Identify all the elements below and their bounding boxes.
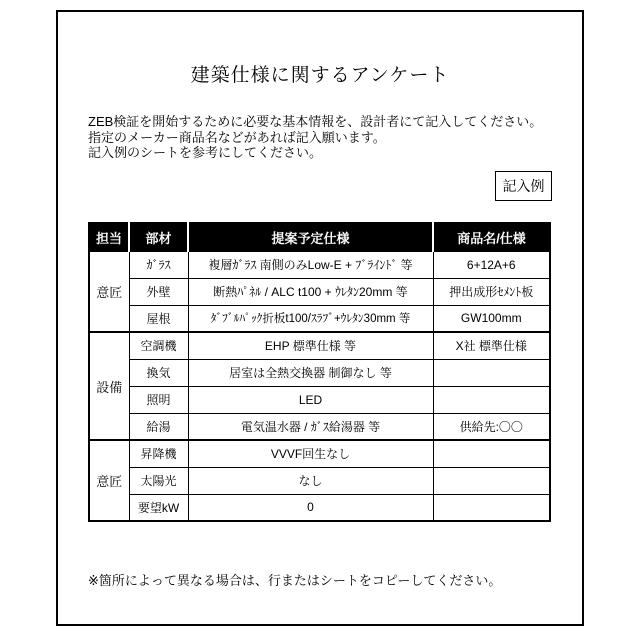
- cell-spec: 複層ｶﾞﾗｽ 南側のみLow-E + ﾌﾞﾗｲﾝﾄﾞ 等: [188, 251, 433, 278]
- intro-line: 記入例のシートを参考にしてください。: [88, 145, 323, 160]
- cell-product: [433, 494, 550, 521]
- cell-product: [433, 359, 550, 386]
- cell-part: 屋根: [129, 305, 188, 332]
- cell-spec: 断熱ﾊﾟﾈﾙ / ALC t100 + ｳﾚﾀﾝ20mm 等: [188, 278, 433, 305]
- cell-part: 給湯: [129, 413, 188, 440]
- cell-product: [433, 386, 550, 413]
- cell-part: 空調機: [129, 332, 188, 359]
- cell-part: ｶﾞﾗｽ: [129, 251, 188, 278]
- group-label-cell: 設備: [89, 332, 129, 440]
- cell-spec: 電気温水器 / ｶﾞｽ給湯器 等: [188, 413, 433, 440]
- document-frame: [56, 10, 584, 626]
- cell-product: 押出成形ｾﾒﾝﾄ板: [433, 278, 550, 305]
- table-row: [89, 332, 550, 359]
- cell-product: [433, 440, 550, 467]
- cell-spec: LED: [188, 386, 433, 413]
- table-row: [89, 278, 550, 305]
- table-row: [89, 440, 550, 467]
- cell-part: 要望kW: [129, 494, 188, 521]
- table-row: [89, 413, 550, 440]
- footnote: ※箇所によって異なる場合は、行またはシートをコピーしてください。: [88, 573, 502, 588]
- column-header-part: 部材: [129, 223, 188, 251]
- table-row: [89, 251, 550, 278]
- intro-text: [88, 114, 542, 161]
- cell-spec: 居室は全熱交換器 制御なし 等: [188, 359, 433, 386]
- spec-table: [88, 222, 551, 522]
- table-row: [89, 494, 550, 521]
- group-label-cell: 意匠: [89, 440, 129, 521]
- intro-line: ZEB検証を開始するために必要な基本情報を、設計者にて記入してください。: [88, 114, 543, 129]
- cell-product: X社 標準仕様: [433, 332, 550, 359]
- table-row: [89, 386, 550, 413]
- cell-spec: 0: [188, 494, 433, 521]
- table-row: [89, 359, 550, 386]
- cell-product: [433, 467, 550, 494]
- column-header-tantou: 担当: [89, 223, 129, 251]
- cell-part: 太陽光: [129, 467, 188, 494]
- cell-spec: ﾀﾞﾌﾞﾙﾊﾟｯｸ折板t100/ｽﾗﾌﾞ+ｳﾚﾀﾝ30mm 等: [188, 305, 433, 332]
- header-row: [89, 223, 550, 251]
- table-row: [89, 305, 550, 332]
- cell-spec: VVVF回生なし: [188, 440, 433, 467]
- cell-product: GW100mm: [433, 305, 550, 332]
- column-header-spec: 提案予定仕様: [188, 223, 433, 251]
- cell-spec: なし: [188, 467, 433, 494]
- cell-part: 照明: [129, 386, 188, 413]
- group-label-cell: 意匠: [89, 251, 129, 332]
- cell-spec: EHP 標準仕様 等: [188, 332, 433, 359]
- cell-part: 外壁: [129, 278, 188, 305]
- spec-table-container: [88, 222, 551, 522]
- cell-part: 昇降機: [129, 440, 188, 467]
- cell-part: 換気: [129, 359, 188, 386]
- column-header-product: 商品名/仕様: [433, 223, 550, 251]
- table-row: [89, 467, 550, 494]
- cell-product: 6+12A+6: [433, 251, 550, 278]
- example-sheet-label: 記入例: [495, 171, 552, 201]
- intro-line: 指定のメーカー商品名などがあれば記入願います。: [88, 129, 386, 145]
- page-title: 建築仕様に関するアンケート: [190, 65, 450, 86]
- cell-product: 供給先:〇〇: [433, 413, 550, 440]
